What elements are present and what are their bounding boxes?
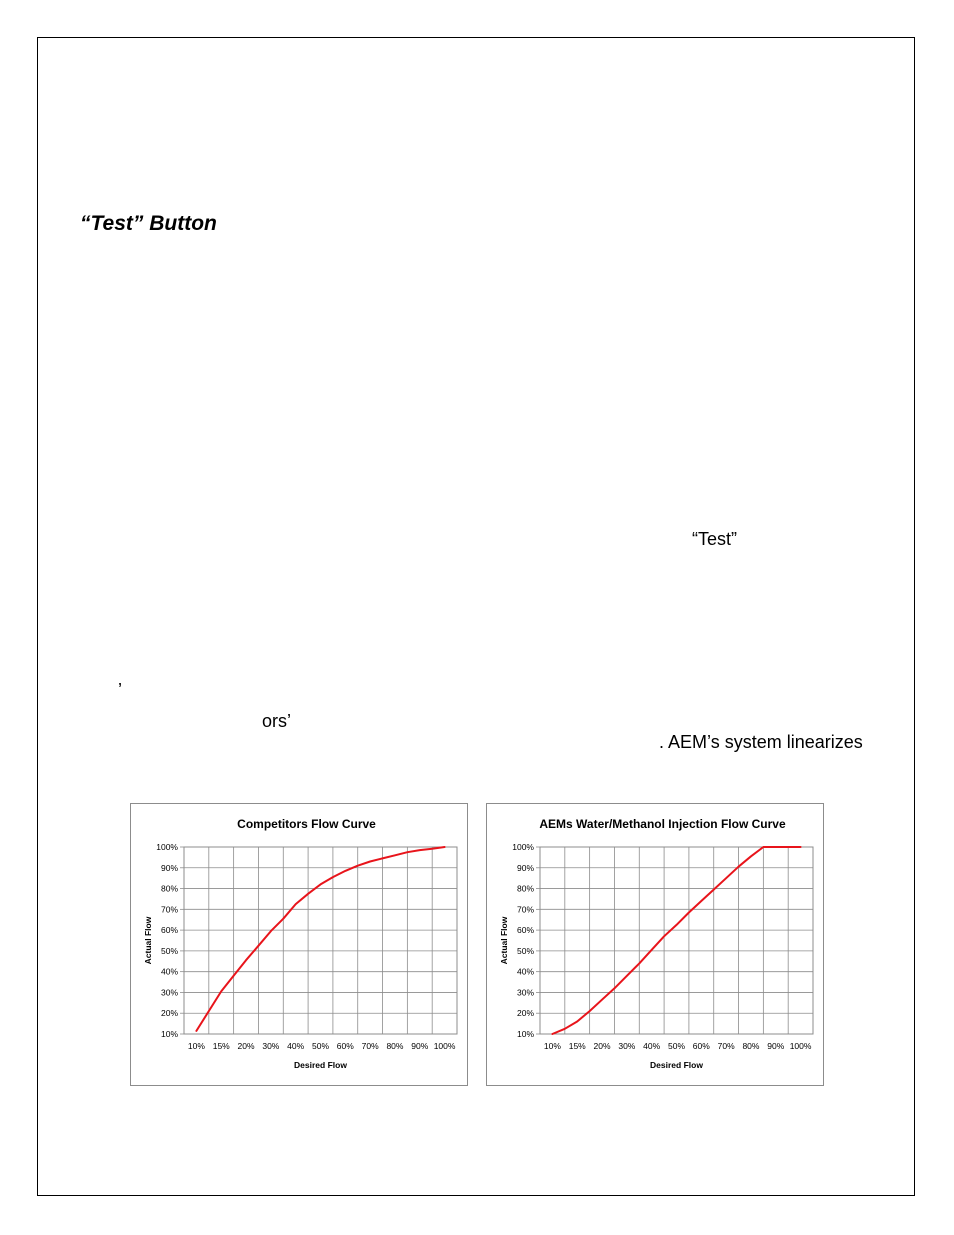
x-tick-label: 70% [717, 1041, 735, 1051]
x-tick-label: 100% [789, 1041, 812, 1051]
y-tick-label: 70% [160, 904, 178, 915]
apostrophe-fragment: ’ [118, 680, 122, 700]
x-tick-label: 10% [187, 1041, 205, 1051]
chart-title: Competitors Flow Curve [237, 817, 376, 831]
x-tick-label: 70% [361, 1041, 379, 1051]
y-tick-label: 60% [160, 925, 178, 936]
y-tick-label: 50% [160, 945, 178, 956]
x-tick-label: 15% [212, 1041, 230, 1051]
aem-flow-chart [486, 803, 824, 1086]
x-tick-label: 30% [262, 1041, 280, 1051]
plot-area [184, 847, 457, 1034]
y-axis-label: Actual Flow [499, 916, 509, 965]
y-tick-label: 80% [516, 883, 534, 894]
competitors-flow-chart-svg [131, 804, 467, 1085]
y-tick-label: 90% [160, 862, 178, 873]
y-tick-label: 80% [160, 883, 178, 894]
x-tick-label: 30% [618, 1041, 636, 1051]
x-tick-label: 50% [667, 1041, 686, 1051]
y-tick-label: 20% [516, 1008, 534, 1019]
x-tick-label: 40% [287, 1041, 305, 1051]
x-axis-label: Desired Flow [650, 1060, 703, 1070]
x-tick-label: 15% [568, 1041, 586, 1051]
y-tick-label: 10% [516, 1029, 534, 1039]
x-tick-label: 20% [593, 1041, 611, 1051]
x-tick-label: 80% [386, 1041, 404, 1051]
y-tick-label: 100% [512, 842, 534, 852]
y-axis-label: Actual Flow [143, 916, 153, 965]
x-tick-label: 10% [543, 1041, 561, 1051]
y-tick-label: 100% [156, 842, 178, 852]
aem-flow-chart-svg [487, 804, 823, 1085]
aem-linearizes-fragment: . AEM’s system linearizes [659, 732, 863, 752]
competitors-flow-chart [130, 803, 468, 1086]
y-tick-label: 30% [516, 987, 534, 998]
y-tick-label: 70% [516, 904, 534, 915]
x-tick-label: 60% [692, 1041, 710, 1051]
y-tick-label: 60% [516, 925, 534, 936]
y-tick-label: 20% [160, 1008, 178, 1019]
y-tick-label: 40% [516, 966, 534, 977]
ors-fragment: ors’ [262, 711, 292, 731]
x-axis-label: Desired Flow [294, 1060, 347, 1070]
plot-area [540, 847, 813, 1034]
section-heading: “Test” Button [80, 212, 217, 235]
y-tick-label: 10% [160, 1029, 178, 1039]
y-tick-label: 40% [160, 966, 178, 977]
x-tick-label: 20% [237, 1041, 255, 1051]
x-tick-label: 60% [336, 1041, 354, 1051]
x-tick-label: 90% [767, 1041, 785, 1051]
chart-title: AEMs Water/Methanol Injection Flow Curve [539, 817, 786, 831]
y-tick-label: 90% [516, 862, 534, 873]
test-quote-fragment: “Test” [692, 529, 737, 549]
x-tick-label: 90% [411, 1041, 429, 1051]
x-tick-label: 50% [311, 1041, 330, 1051]
y-tick-label: 50% [516, 945, 534, 956]
x-tick-label: 80% [742, 1041, 760, 1051]
x-tick-label: 100% [433, 1041, 456, 1051]
x-tick-label: 40% [643, 1041, 661, 1051]
y-tick-label: 30% [160, 987, 178, 998]
